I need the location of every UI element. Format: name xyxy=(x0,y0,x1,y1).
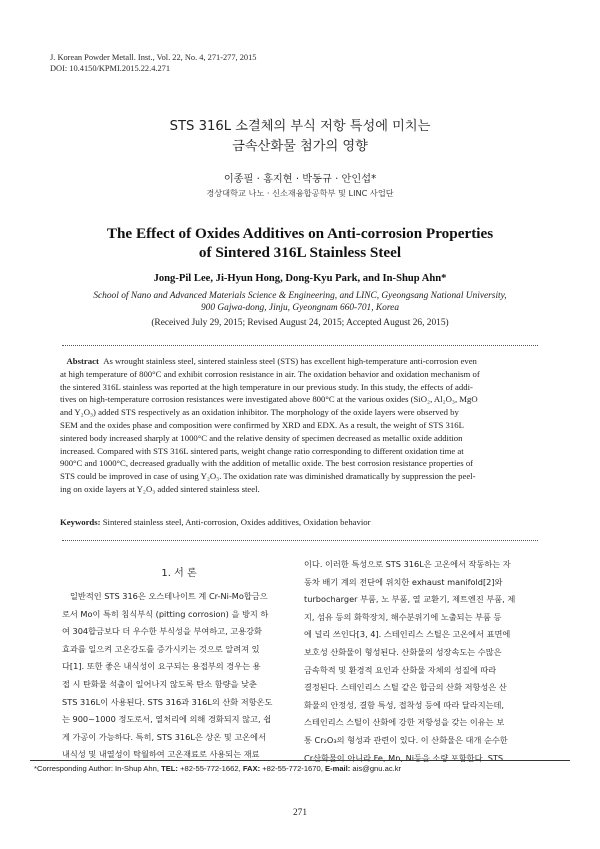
title-english-line-2: of Sintered 316L Stainless Steel xyxy=(198,244,402,261)
title-korean-line-2: 금속산화물 첨가의 영향 xyxy=(232,139,368,154)
footnote-email-label: E-mail: xyxy=(324,764,351,773)
body-line: 다[1]. 또한 좋은 내식성이 요구되는 용접부의 경우는 용 xyxy=(62,661,261,672)
body-line: STS 316L이 사용된다. STS 316과 316L의 산화 저항온도 xyxy=(62,696,273,707)
abstract-line: and Y₂O₃) added STS respectively as an oxidation inhibitor. The morphology of the oxide layers were observed by xyxy=(60,407,459,418)
journal-citation: J. Korean Powder Metall. Inst., Vol. 22, No. 4, 271-277, 2015 xyxy=(50,53,257,62)
affiliation-english-line-2: 900 Gajwa-dong, Jinju, Gyeongnam 660-701, Korea xyxy=(200,303,400,314)
abstract-line-1 xyxy=(60,355,540,368)
abstract-bottom-divider xyxy=(62,540,538,541)
abstract-line: the sintered 316L stainless was reported at the high temperature in our previous study. In this study, the effects of addi- xyxy=(60,381,473,392)
abstract-line: tives on high-temperature corrosion resistances were investigated above 800°C at the various oxides (SiO₂, Al₂O₃, MgO xyxy=(60,394,478,405)
affiliation-korean: 경상대학교 나노 · 신소재융합공학부 및 LINC 사업단 xyxy=(206,188,394,198)
body-line: 동차 배기 계의 전단에 위치한 exhaust manifold[2]와 xyxy=(304,576,503,587)
body-line: 는 900~1000 정도로서, 열처리에 의해 경화되지 않고, 쉽 xyxy=(62,714,272,725)
received-dates: (Received July 29, 2015; Revised August 24, 2015; Accepted August 26, 2015) xyxy=(151,318,449,328)
abstract-text: As wrought stainless steel, sintered stainless steel (STS) has excellent high-temperature anti-corrosion even xyxy=(103,356,477,366)
keywords-label: Keywords: xyxy=(60,517,101,527)
body-line: 이다. 이러한 특성으로 STS 316L은 고온에서 작동하는 자 xyxy=(304,559,511,569)
footnote-email[interactable]: ais@gnu.ac.kr xyxy=(352,764,402,773)
affiliation-english xyxy=(0,290,600,315)
abstract-line: increased. Compared with STS 316L sintered parts, weight change ratio corresponding to different oxidation time at xyxy=(60,445,464,456)
body-column-right xyxy=(304,556,538,767)
abstract-line: at high temperature of 800°C and exhibit corrosion resistance in air. The oxidation behavior and oxidation mechanism of xyxy=(60,368,480,379)
body-line: 로서 Mo이 특히 침식부식 (pitting corrosion) 을 방지 하 xyxy=(62,608,269,619)
abstract-line: ing on oxide layers at Y₂O₃ added sintered stainless steel. xyxy=(60,483,260,494)
footnote-author: *Corresponding Author: In-Shup Ahn, xyxy=(34,764,159,773)
abstract-line: STS could be improved in case of using Y₂O₃. The oxidation rate was diminished dramatically by suppression the peel- xyxy=(60,471,476,482)
body-line: 지, 섬유 등의 화학장치, 해수분위기에 노출되는 부품 등 xyxy=(304,611,502,622)
abstract-line: 900°C and 1000°C, decreased gradually with the addition of metallic oxide. The best corrosion resistance properties of xyxy=(60,458,474,469)
title-korean xyxy=(0,117,600,157)
corresponding-author-footnote xyxy=(34,764,401,773)
abstract-line: SEM and the oxides phase and composition were confirmed by XRD and EDX. As a result, the weight of STS 316L xyxy=(60,419,464,430)
body-line: 게 가공이 가능하다. 특히, STS 316L은 상온 및 고온에서 xyxy=(62,731,266,742)
title-english-line-1: The Effect of Oxides Additives on Anti-corrosion Properties xyxy=(106,225,494,242)
footnote-fax-label: FAX: xyxy=(242,764,261,773)
title-english xyxy=(0,224,600,262)
body-column-left-text xyxy=(62,588,296,764)
page-number: 271 xyxy=(292,808,308,818)
journal-meta xyxy=(50,52,257,74)
body-line: 여 304합금보다 더 우수한 부식성을 부여하고, 고용강화 xyxy=(62,626,262,637)
abstract-line: sintered body increased sharply at 1000°C and the relative density of specimen decreased as metallic oxide addition xyxy=(60,432,463,443)
footnote-tel: +82-55-772-1662, xyxy=(180,764,241,773)
abstract-label: Abstract xyxy=(66,356,99,366)
body-line: 화물의 안정성, 결함 특성, 접착성 등에 따라 달라지는데, xyxy=(304,699,505,710)
body-line: 통 Cr₂O₃의 형성과 관련이 있다. 이 산화물은 대개 순수한 xyxy=(304,734,508,745)
title-korean-line-1: STS 316L 소결체의 부식 저항 특성에 미치는 xyxy=(169,119,431,134)
body-line: 효과를 일으켜 고온강도를 증가시키는 것으로 알려져 있 xyxy=(62,643,260,654)
body-line: Cr산화물이 아니라 Fe, Mn, Ni등을 소량 포함한다. STS xyxy=(304,752,504,763)
keywords xyxy=(60,517,540,527)
section-heading-introduction: 1. 서 론 xyxy=(161,568,197,579)
journal-doi: DOI: 10.4150/KPMI.2015.22.4.271 xyxy=(50,64,171,73)
body-line: 결정된다. 스테인리스 스틸 같은 합금의 산화 저항성은 산 xyxy=(304,682,507,693)
affiliation-english-line-1: School of Nano and Advanced Materials Science & Engineering, and LINC, Gyeongsang National University, xyxy=(93,291,507,301)
footnote-fax: +82-55-772-1670, xyxy=(262,764,323,773)
footnote-tel-label: TEL: xyxy=(161,764,178,773)
body-line: 일반적인 STS 316은 오스테나이트 계 Cr-Ni-Mo합금으 xyxy=(70,591,268,601)
keywords-text: Sintered stainless steel, Anti-corrosion, Oxides additives, Oxidation behavior xyxy=(102,517,371,527)
body-line: turbocharger 부품, 노 부품, 열 교환기, 제트엔진 부품, 제 xyxy=(304,594,516,605)
body-line: 에 널리 쓰인다[3, 4]. 스테인리스 스틸은 고온에서 표면에 xyxy=(304,629,511,640)
authors-korean: 이종필 · 홍지현 · 박동규 · 안인섭* xyxy=(223,174,377,185)
authors-english: Jong-Pil Lee, Ji-Hyun Hong, Dong-Kyu Park, and In-Shup Ahn* xyxy=(153,273,447,284)
abstract xyxy=(60,355,540,496)
body-line: 내식성 및 내열성이 탁월하여 고온재료로 사용되는 재료 xyxy=(62,749,260,760)
body-line: 보호성 산화물이 형성된다. 산화물의 성장속도는 수많은 xyxy=(304,646,502,657)
body-line: 금속학적 및 환경적 요인과 산화물 자체의 성질에 따라 xyxy=(304,664,497,675)
abstract-top-divider xyxy=(62,345,538,346)
body-line: 접 시 탄화물 석출이 일어나지 않도록 탄소 함량을 낮춘 xyxy=(62,678,257,689)
body-line: 스테인리스 스틸이 산화에 강한 저항성을 갖는 이유는 보 xyxy=(304,717,505,728)
footnote-divider xyxy=(30,760,570,761)
